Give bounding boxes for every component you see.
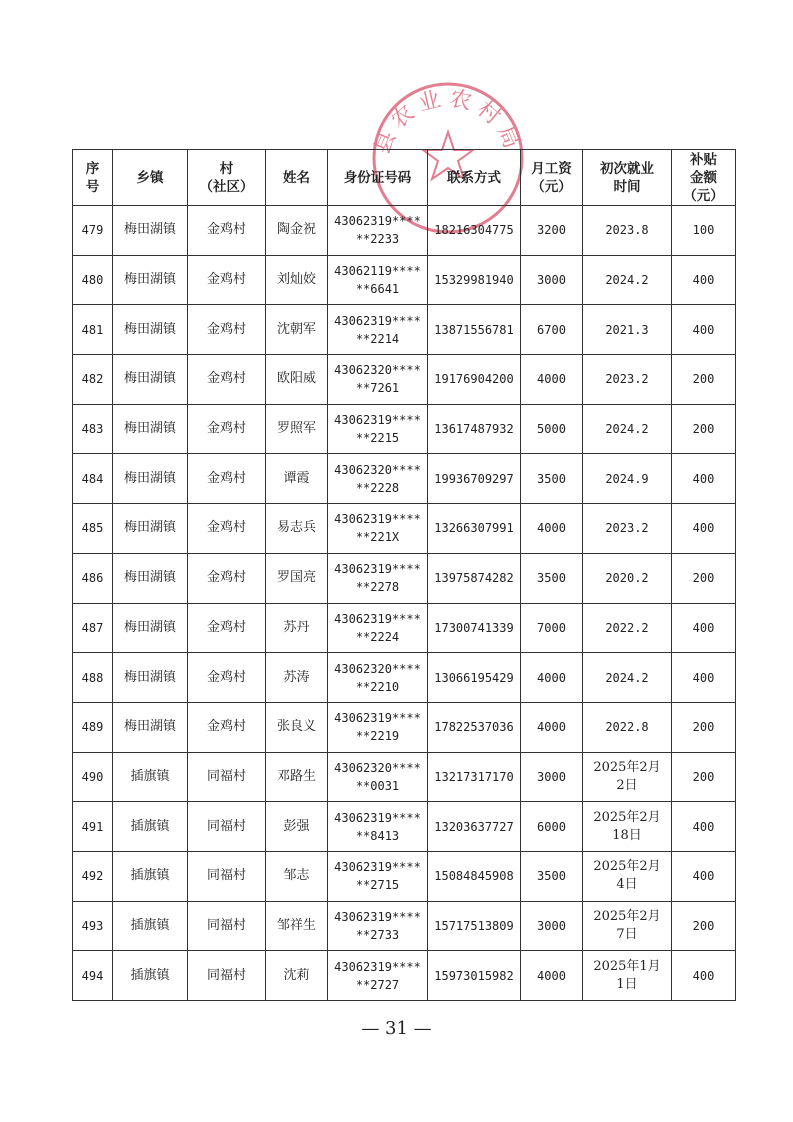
wage-cell: 3200 — [521, 206, 583, 256]
first-employment-date-cell-line: 2025年2月 — [593, 908, 661, 924]
id-number-cell — [328, 355, 428, 405]
id-number-cell-line: 43062119**** — [334, 264, 421, 279]
row-number-cell: 487 — [73, 603, 113, 653]
table-header-row — [73, 150, 736, 206]
wage-cell: 4000 — [521, 653, 583, 703]
row-number-cell: 490 — [73, 752, 113, 802]
name-cell: 张良义 — [266, 702, 328, 752]
village-cell: 同福村 — [188, 752, 266, 802]
first-employment-date-cell: 2024.9 — [583, 454, 672, 504]
table-row — [73, 553, 736, 603]
first-employment-date-cell — [583, 901, 672, 951]
village-cell: 同福村 — [188, 851, 266, 901]
town-cell: 梅田湖镇 — [113, 653, 188, 703]
column-header — [328, 150, 428, 206]
row-number-cell: 484 — [73, 454, 113, 504]
first-employment-date-cell: 2023.2 — [583, 504, 672, 554]
wage-cell: 3000 — [521, 255, 583, 305]
table-row — [73, 951, 736, 1001]
id-number-cell-line: 43062319**** — [334, 860, 421, 875]
id-number-cell-line: 43062320**** — [334, 462, 421, 477]
town-cell: 插旗镇 — [113, 802, 188, 852]
village-cell: 金鸡村 — [188, 255, 266, 305]
village-cell: 金鸡村 — [188, 355, 266, 405]
town-cell: 梅田湖镇 — [113, 553, 188, 603]
id-number-cell-line: 43062319**** — [334, 512, 421, 527]
first-employment-date-cell: 2024.2 — [583, 653, 672, 703]
name-cell: 刘灿姣 — [266, 255, 328, 305]
phone-cell: 17822537036 — [428, 702, 521, 752]
id-number-cell — [328, 255, 428, 305]
id-number-cell-line: 43062319**** — [334, 214, 421, 229]
column-header-line: （元） — [683, 187, 724, 204]
town-cell: 梅田湖镇 — [113, 404, 188, 454]
subsidy-cell: 400 — [672, 951, 736, 1001]
name-cell: 邹志 — [266, 851, 328, 901]
first-employment-date-cell-line: 2025年2月 — [593, 859, 661, 875]
town-cell: 插旗镇 — [113, 951, 188, 1001]
name-cell: 邓路生 — [266, 752, 328, 802]
id-number-cell-line: **2210 — [355, 679, 400, 694]
column-header — [428, 150, 521, 206]
table-row — [73, 653, 736, 703]
phone-cell: 13203637727 — [428, 802, 521, 852]
row-number-cell: 488 — [73, 653, 113, 703]
row-number-cell: 492 — [73, 851, 113, 901]
table-row — [73, 702, 736, 752]
id-number-cell-line: **2228 — [355, 480, 400, 495]
first-employment-date-cell — [583, 802, 672, 852]
first-employment-date-cell — [583, 752, 672, 802]
id-number-cell-line: **2224 — [355, 629, 400, 644]
village-cell: 同福村 — [188, 802, 266, 852]
table-row — [73, 305, 736, 355]
column-header-line: 月工资 — [531, 160, 572, 177]
wage-cell: 3000 — [521, 752, 583, 802]
id-number-cell — [328, 901, 428, 951]
phone-cell: 19936709297 — [428, 454, 521, 504]
id-number-cell-line: **221X — [355, 530, 400, 545]
name-cell: 沈朝军 — [266, 305, 328, 355]
first-employment-date-cell-line: 2025年1月 — [593, 958, 661, 974]
name-cell: 罗照军 — [266, 404, 328, 454]
table-row — [73, 454, 736, 504]
id-number-cell — [328, 752, 428, 802]
id-number-cell-line: **0031 — [355, 778, 400, 793]
subsidy-cell: 400 — [672, 653, 736, 703]
seal-text: 县农业农村局 — [370, 85, 526, 158]
table-row — [73, 206, 736, 256]
town-cell: 梅田湖镇 — [113, 255, 188, 305]
column-header-line: 号 — [85, 178, 100, 195]
id-number-cell — [328, 206, 428, 256]
column-header — [672, 150, 736, 206]
column-header-line: 金额 — [690, 169, 717, 186]
id-number-cell — [328, 653, 428, 703]
table-row — [73, 355, 736, 405]
wage-cell: 3500 — [521, 553, 583, 603]
id-number-cell-line: 43062319**** — [334, 959, 421, 974]
id-number-cell — [328, 702, 428, 752]
first-employment-date-cell-line: 7日 — [616, 926, 638, 942]
subsidy-cell: 100 — [672, 206, 736, 256]
id-number-cell-line: **2733 — [355, 927, 400, 942]
row-number-cell: 494 — [73, 951, 113, 1001]
phone-cell: 13266307991 — [428, 504, 521, 554]
id-number-cell-line: **2214 — [355, 331, 400, 346]
id-number-cell-line: 43062319**** — [334, 562, 421, 577]
column-header — [583, 150, 672, 206]
id-number-cell-line: 43062320**** — [334, 661, 421, 676]
row-number-cell: 480 — [73, 255, 113, 305]
town-cell: 梅田湖镇 — [113, 355, 188, 405]
town-cell: 插旗镇 — [113, 851, 188, 901]
id-number-cell-line: **2219 — [355, 729, 400, 744]
town-cell: 梅田湖镇 — [113, 504, 188, 554]
id-number-cell-line: 43062319**** — [334, 909, 421, 924]
id-number-cell — [328, 454, 428, 504]
wage-cell: 4000 — [521, 702, 583, 752]
column-header-line: 姓名 — [283, 169, 310, 186]
phone-cell: 15717513809 — [428, 901, 521, 951]
subsidy-cell: 400 — [672, 255, 736, 305]
subsidy-cell: 200 — [672, 752, 736, 802]
first-employment-date-cell-line: 1日 — [616, 976, 638, 992]
first-employment-date-cell: 2022.8 — [583, 702, 672, 752]
phone-cell: 13871556781 — [428, 305, 521, 355]
town-cell: 梅田湖镇 — [113, 702, 188, 752]
id-number-cell-line: **2233 — [355, 232, 400, 247]
subsidy-cell: 400 — [672, 454, 736, 504]
table-row — [73, 404, 736, 454]
town-cell: 插旗镇 — [113, 901, 188, 951]
subsidy-cell: 400 — [672, 802, 736, 852]
column-header-line: 补贴 — [690, 151, 717, 168]
row-number-cell: 486 — [73, 553, 113, 603]
first-employment-date-cell: 2024.2 — [583, 255, 672, 305]
first-employment-date-cell: 2022.2 — [583, 603, 672, 653]
village-cell: 金鸡村 — [188, 702, 266, 752]
id-number-cell-line: **7261 — [355, 381, 400, 396]
name-cell: 苏丹 — [266, 603, 328, 653]
id-number-cell — [328, 504, 428, 554]
id-number-cell-line: 43062319**** — [334, 313, 421, 328]
first-employment-date-cell: 2021.3 — [583, 305, 672, 355]
column-header-line: 序 — [85, 160, 100, 177]
id-number-cell-line: **8413 — [355, 828, 400, 843]
column-header — [521, 150, 583, 206]
id-number-cell-line: 43062320**** — [334, 363, 421, 378]
id-number-cell-line: **2215 — [355, 431, 400, 446]
wage-cell: 7000 — [521, 603, 583, 653]
id-number-cell — [328, 305, 428, 355]
column-header-line: （元） — [531, 178, 572, 195]
name-cell: 沈莉 — [266, 951, 328, 1001]
village-cell: 金鸡村 — [188, 404, 266, 454]
phone-cell: 15329981940 — [428, 255, 521, 305]
subsidy-cell: 400 — [672, 504, 736, 554]
row-number-cell: 482 — [73, 355, 113, 405]
town-cell: 梅田湖镇 — [113, 603, 188, 653]
id-number-cell-line: 43062319**** — [334, 711, 421, 726]
first-employment-date-cell — [583, 851, 672, 901]
first-employment-date-cell: 2023.8 — [583, 206, 672, 256]
column-header-line: 时间 — [613, 178, 641, 195]
phone-cell: 15084845908 — [428, 851, 521, 901]
table-row — [73, 255, 736, 305]
phone-cell: 17300741339 — [428, 603, 521, 653]
name-cell: 罗国亮 — [266, 553, 328, 603]
subsidy-cell: 200 — [672, 404, 736, 454]
phone-cell: 13975874282 — [428, 553, 521, 603]
column-header-line: 联系方式 — [447, 169, 501, 186]
wage-cell: 6000 — [521, 802, 583, 852]
first-employment-date-cell: 2020.2 — [583, 553, 672, 603]
table-row — [73, 752, 736, 802]
town-cell: 插旗镇 — [113, 752, 188, 802]
id-number-cell — [328, 404, 428, 454]
row-number-cell: 485 — [73, 504, 113, 554]
town-cell: 梅田湖镇 — [113, 454, 188, 504]
row-number-cell: 479 — [73, 206, 113, 256]
column-header — [266, 150, 328, 206]
table-row — [73, 504, 736, 554]
village-cell: 金鸡村 — [188, 553, 266, 603]
first-employment-date-cell-line: 2025年2月 — [593, 809, 661, 825]
wage-cell: 3500 — [521, 851, 583, 901]
table-row — [73, 851, 736, 901]
column-header — [113, 150, 188, 206]
id-number-cell-line: **2727 — [355, 977, 400, 992]
village-cell: 同福村 — [188, 901, 266, 951]
phone-cell: 15973015982 — [428, 951, 521, 1001]
subsidy-cell: 400 — [672, 603, 736, 653]
name-cell: 谭霞 — [266, 454, 328, 504]
wage-cell: 4000 — [521, 504, 583, 554]
id-number-cell-line: **6641 — [355, 282, 400, 297]
subsidy-roster-table — [72, 149, 736, 1001]
name-cell: 苏涛 — [266, 653, 328, 703]
first-employment-date-cell — [583, 951, 672, 1001]
name-cell: 陶金祝 — [266, 206, 328, 256]
subsidy-cell: 200 — [672, 702, 736, 752]
village-cell: 金鸡村 — [188, 206, 266, 256]
table-row — [73, 802, 736, 852]
subsidy-cell: 200 — [672, 553, 736, 603]
village-cell: 金鸡村 — [188, 454, 266, 504]
id-number-cell-line: 43062319**** — [334, 611, 421, 626]
phone-cell: 13066195429 — [428, 653, 521, 703]
column-header-line: 身份证号码 — [343, 169, 412, 186]
first-employment-date-cell-line: 4日 — [616, 877, 638, 893]
phone-cell: 19176904200 — [428, 355, 521, 405]
village-cell: 金鸡村 — [188, 603, 266, 653]
town-cell: 梅田湖镇 — [113, 206, 188, 256]
subsidy-cell: 200 — [672, 355, 736, 405]
id-number-cell-line: 43062319**** — [334, 413, 421, 428]
row-number-cell: 491 — [73, 802, 113, 852]
id-number-cell — [328, 951, 428, 1001]
table-row — [73, 901, 736, 951]
subsidy-cell: 200 — [672, 901, 736, 951]
name-cell: 邹祥生 — [266, 901, 328, 951]
svg-text:县农业农村局 — [370, 86, 526, 158]
first-employment-date-cell-line: 18日 — [612, 827, 642, 843]
wage-cell: 3000 — [521, 901, 583, 951]
village-cell: 金鸡村 — [188, 504, 266, 554]
name-cell: 欧阳威 — [266, 355, 328, 405]
phone-cell: 13617487932 — [428, 404, 521, 454]
id-number-cell — [328, 553, 428, 603]
table-body — [73, 206, 736, 1001]
table-row — [73, 603, 736, 653]
first-employment-date-cell: 2024.2 — [583, 404, 672, 454]
page-number: — 31 — — [361, 1018, 432, 1039]
row-number-cell: 483 — [73, 404, 113, 454]
column-header-line: 乡镇 — [136, 169, 164, 186]
phone-cell: 13217317170 — [428, 752, 521, 802]
name-cell: 彭强 — [266, 802, 328, 852]
column-header — [73, 150, 113, 206]
wage-cell: 4000 — [521, 951, 583, 1001]
name-cell: 易志兵 — [266, 504, 328, 554]
village-cell: 金鸡村 — [188, 653, 266, 703]
row-number-cell: 481 — [73, 305, 113, 355]
village-cell: 同福村 — [188, 951, 266, 1001]
column-header-line: （社区） — [199, 178, 254, 195]
wage-cell: 4000 — [521, 355, 583, 405]
id-number-cell-line: 43062320**** — [334, 760, 421, 775]
subsidy-cell: 400 — [672, 851, 736, 901]
id-number-cell — [328, 851, 428, 901]
row-number-cell: 489 — [73, 702, 113, 752]
column-header-line: 村 — [219, 160, 234, 177]
column-header — [188, 150, 266, 206]
id-number-cell-line: 43062319**** — [334, 810, 421, 825]
id-number-cell — [328, 603, 428, 653]
village-cell: 金鸡村 — [188, 305, 266, 355]
first-employment-date-cell: 2023.2 — [583, 355, 672, 405]
column-header-line: 初次就业 — [600, 160, 654, 177]
first-employment-date-cell-line: 2日 — [616, 777, 638, 793]
row-number-cell: 493 — [73, 901, 113, 951]
id-number-cell-line: **2715 — [355, 878, 400, 893]
id-number-cell-line: **2278 — [355, 580, 400, 595]
wage-cell: 6700 — [521, 305, 583, 355]
phone-cell: 18216304775 — [428, 206, 521, 256]
first-employment-date-cell-line: 2025年2月 — [593, 759, 661, 775]
id-number-cell — [328, 802, 428, 852]
subsidy-cell: 400 — [672, 305, 736, 355]
wage-cell: 3500 — [521, 454, 583, 504]
wage-cell: 5000 — [521, 404, 583, 454]
town-cell: 梅田湖镇 — [113, 305, 188, 355]
